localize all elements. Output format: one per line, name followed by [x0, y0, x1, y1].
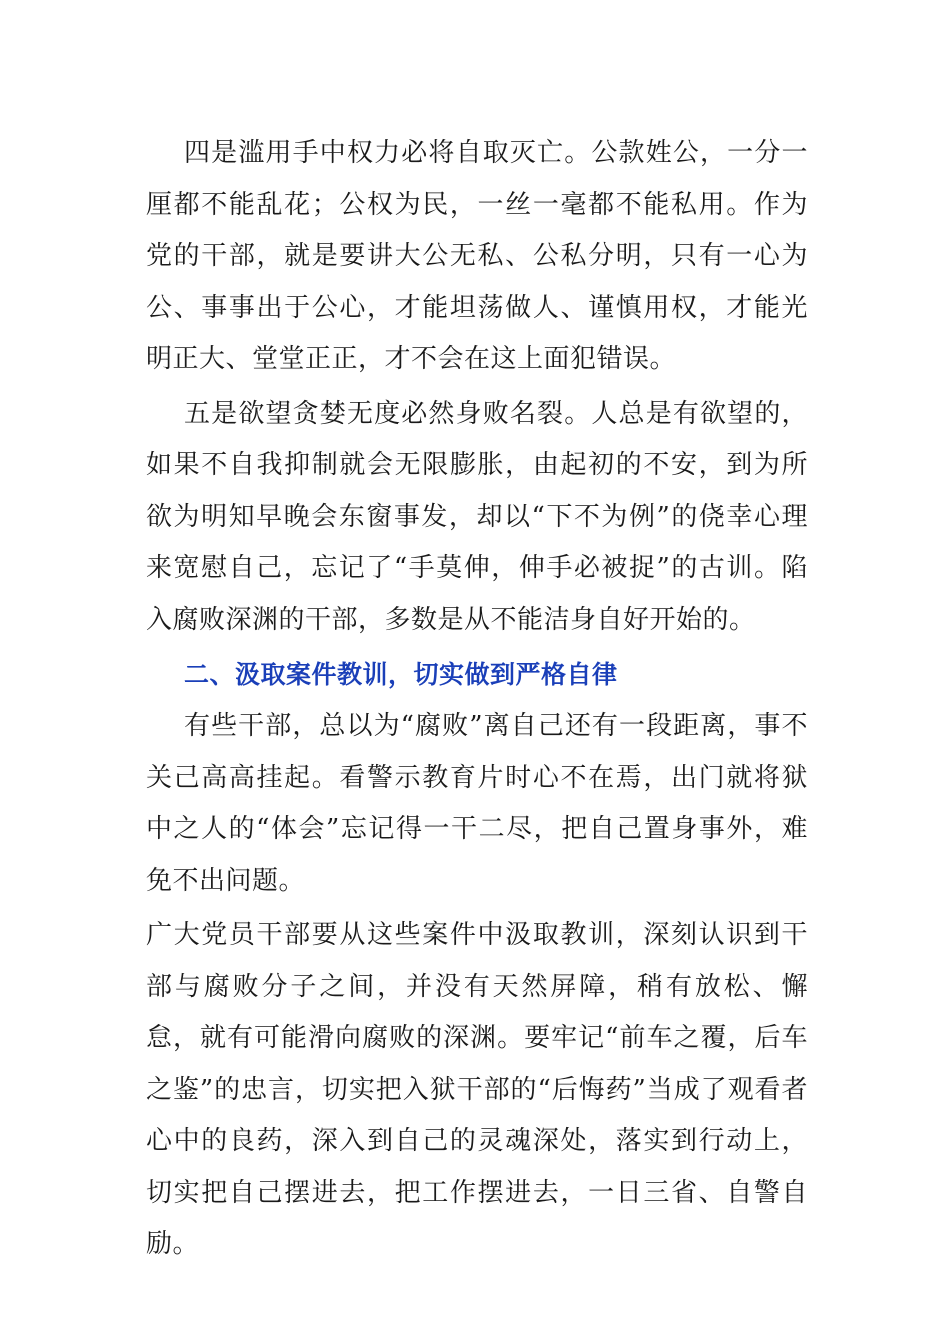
paragraph-four: 四是滥用手中权力必将自取灭亡。公款姓公，一分一厘都不能乱花；公权为民，一丝一毫都不能私用。作为党的干部，就是要讲大公无私、公私分明，只有一心为公、事事出于公心，才能坦荡做人、谨慎用权，才能光明正大、堂堂正正，才不会在这上面犯错误。 [146, 138, 808, 374]
paragraph-some-cadres: 有些干部，总以为“腐败”离自己还有一段距离，事不关己高高挂起。看警示教育片时心不在焉，出门就将狱中之人的“体会”忘记得一干二尽，把自己置身事外，难免不出问题。 [146, 711, 808, 896]
paragraph-lessons: 广大党员干部要从这些案件中汲取教训，深刻认识到干部与腐败分子之间，并没有天然屏障，稍有放松、懈怠，就有可能滑向腐败的深渊。要牢记“前车之覆，后车之鉴”的忠言，切实把入狱干部的“后悔药”当成了观看者心中的良药，深入到自己的灵魂深处，落实到行动上，切实把自己摆进去，把工作摆进去，一日三省、自警自励。 [146, 920, 808, 1259]
document-body [146, 128, 808, 1274]
section-heading-two: 二、汲取案件教训，切实做到严格自律 [184, 660, 618, 689]
paragraph-five: 五是欲望贪婪无度必然身败名裂。人总是有欲望的，如果不自我抑制就会无限膨胀，由起初的不安，到为所欲为明知早晚会东窗事发，却以“下不为例”的侥幸心理来宽慰自己，忘记了“手莫伸，伸手必被捉”的古训。陷入腐败深渊的干部，多数是从不能洁身自好开始的。 [146, 398, 808, 635]
